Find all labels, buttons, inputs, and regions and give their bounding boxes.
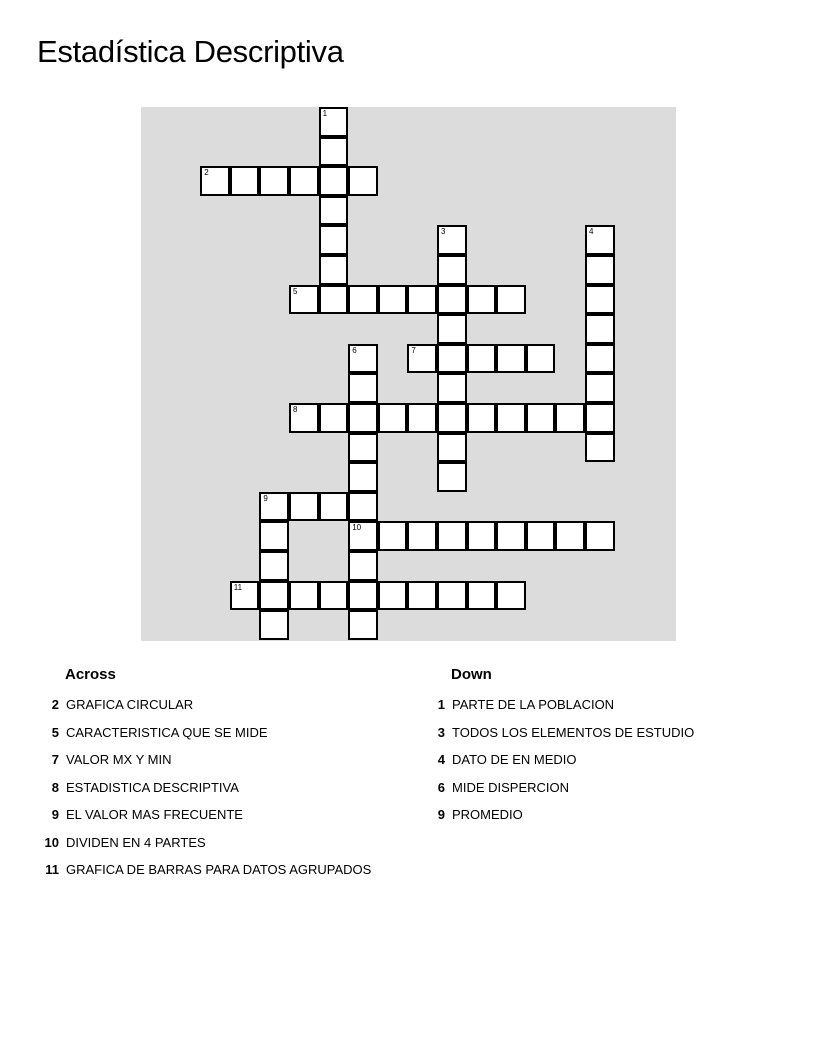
crossword-cell[interactable] — [289, 581, 319, 611]
cell-number: 6 — [352, 345, 357, 355]
crossword-cell[interactable] — [378, 581, 408, 611]
crossword-cell[interactable] — [289, 166, 319, 196]
crossword-cell[interactable] — [348, 581, 378, 611]
crossword-cell[interactable] — [259, 166, 289, 196]
clue-text: ESTADISTICA DESCRIPTIVA — [66, 779, 239, 795]
crossword-cell[interactable] — [319, 137, 349, 167]
crossword-cell[interactable] — [585, 403, 615, 433]
page-title: Estadística Descriptiva — [37, 34, 344, 69]
crossword-cell[interactable] — [348, 610, 378, 640]
clue-number: 4 — [437, 752, 445, 767]
clue-number: 10 — [44, 834, 59, 850]
clue-text: DATO DE EN MEDIO — [452, 752, 577, 767]
across-clue-list — [35, 697, 371, 890]
crossword-cell[interactable] — [526, 521, 556, 551]
clue-text: DIVIDEN EN 4 PARTES — [66, 834, 206, 850]
crossword-cell[interactable] — [348, 344, 378, 374]
crossword-cell[interactable] — [467, 344, 497, 374]
clue-number: 1 — [437, 697, 445, 712]
clue-text: PROMEDIO — [452, 807, 523, 822]
clue-number: 3 — [437, 724, 445, 740]
crossword-cell[interactable] — [496, 403, 526, 433]
cell-number: 5 — [293, 286, 298, 296]
crossword-cell[interactable] — [437, 581, 467, 611]
crossword-cell[interactable] — [496, 285, 526, 315]
cell-number: 2 — [204, 168, 209, 178]
across-clue — [35, 725, 371, 753]
crossword-cell[interactable] — [467, 403, 497, 433]
down-heading: Down — [451, 666, 492, 683]
crossword-cell[interactable] — [585, 521, 615, 551]
clue-text: GRAFICA CIRCULAR — [66, 697, 194, 712]
crossword-cell[interactable] — [259, 521, 289, 551]
clue-number: 9 — [51, 807, 59, 822]
crossword-cell[interactable] — [437, 433, 467, 463]
crossword-cell[interactable] — [348, 462, 378, 492]
crossword-cell[interactable] — [526, 344, 556, 374]
crossword-cell[interactable] — [526, 403, 556, 433]
crossword-cell[interactable] — [437, 344, 467, 374]
crossword-cell[interactable] — [348, 492, 378, 522]
crossword-cell[interactable] — [259, 492, 289, 522]
crossword-cell[interactable] — [437, 314, 467, 344]
cell-number: 9 — [263, 493, 268, 503]
clue-text: GRAFICA DE BARRAS PARA DATOS AGRUPADOS — [66, 862, 372, 877]
down-clue-list — [421, 697, 694, 835]
crossword-cell[interactable] — [200, 166, 230, 196]
crossword-cell[interactable] — [437, 285, 467, 315]
cell-number: 3 — [441, 227, 446, 237]
crossword-cell[interactable] — [407, 344, 437, 374]
crossword-cell[interactable] — [230, 581, 260, 611]
crossword-cell[interactable] — [289, 492, 319, 522]
crossword-cell[interactable] — [319, 255, 349, 285]
cell-number: 4 — [589, 227, 594, 237]
crossword-cell[interactable] — [407, 581, 437, 611]
crossword-cell[interactable] — [467, 581, 497, 611]
crossword-cell[interactable] — [585, 433, 615, 463]
clue-text: CARACTERISTICA QUE SE MIDE — [66, 724, 268, 740]
crossword-cell[interactable] — [319, 107, 349, 137]
crossword-cell[interactable] — [348, 166, 378, 196]
clue-number: 2 — [51, 697, 59, 712]
crossword-cell[interactable] — [319, 285, 349, 315]
cell-number: 11 — [233, 582, 243, 592]
crossword-cell[interactable] — [348, 285, 378, 315]
cell-number: 8 — [293, 405, 298, 414]
across-clue — [35, 835, 371, 863]
crossword-cell[interactable] — [348, 521, 378, 551]
down-clue — [421, 697, 694, 725]
crossword-cell[interactable] — [585, 373, 615, 403]
crossword-cell[interactable] — [348, 373, 378, 403]
crossword-cell[interactable] — [378, 403, 408, 433]
across-clue — [35, 780, 371, 808]
down-clue — [421, 780, 694, 808]
clue-number: 11 — [45, 862, 59, 877]
crossword-cell[interactable] — [585, 344, 615, 374]
crossword-cell[interactable] — [555, 521, 585, 551]
crossword-cell[interactable] — [378, 285, 408, 315]
crossword-cell[interactable] — [348, 433, 378, 463]
down-clue — [421, 752, 694, 780]
cell-number: 7 — [411, 345, 416, 355]
crossword-cell[interactable] — [289, 285, 319, 315]
crossword-cell[interactable] — [319, 196, 349, 226]
clue-text: PARTE DE LA POBLACION — [452, 697, 615, 712]
crossword-cell[interactable] — [437, 255, 467, 285]
clue-number: 6 — [437, 779, 445, 795]
crossword-cell[interactable] — [348, 551, 378, 581]
crossword-cell[interactable] — [467, 285, 497, 315]
crossword-cell[interactable] — [259, 551, 289, 581]
crossword-cell[interactable] — [496, 344, 526, 374]
across-heading: Across — [65, 666, 116, 683]
crossword-cell[interactable] — [585, 225, 615, 255]
crossword-cell[interactable] — [437, 403, 467, 433]
cell-number: 10 — [352, 523, 362, 533]
crossword-cell[interactable] — [378, 521, 408, 551]
crossword-cell[interactable] — [437, 462, 467, 492]
clue-number: 9 — [437, 807, 445, 822]
crossword-cell[interactable] — [467, 521, 497, 551]
clue-text: EL VALOR MAS FRECUENTE — [66, 807, 243, 822]
crossword-cell[interactable] — [496, 581, 526, 611]
crossword-cell[interactable] — [496, 521, 526, 551]
crossword-cell[interactable] — [437, 521, 467, 551]
clue-number: 5 — [51, 724, 59, 740]
crossword-cell[interactable] — [585, 285, 615, 315]
down-clue — [421, 725, 694, 753]
crossword-cell[interactable] — [407, 521, 437, 551]
crossword-cell[interactable] — [289, 403, 319, 433]
cell-number: 1 — [322, 109, 328, 118]
crossword-cell[interactable] — [319, 403, 349, 433]
crossword-cell[interactable] — [555, 403, 585, 433]
crossword-cell[interactable] — [437, 225, 467, 255]
crossword-cell[interactable] — [585, 314, 615, 344]
down-clue — [421, 807, 694, 835]
crossword-cell[interactable] — [230, 166, 260, 196]
across-clue — [35, 697, 371, 725]
crossword-cell[interactable] — [348, 403, 378, 433]
crossword-cell[interactable] — [407, 403, 437, 433]
crossword-cell[interactable] — [407, 285, 437, 315]
crossword-cell[interactable] — [319, 166, 349, 196]
crossword-cell[interactable] — [319, 492, 349, 522]
crossword-cell[interactable] — [319, 581, 349, 611]
crossword-cell[interactable] — [319, 225, 349, 255]
clue-text: MIDE DISPERCION — [452, 779, 570, 795]
clue-number: 8 — [51, 779, 59, 795]
across-clue — [35, 862, 371, 890]
clue-text: TODOS LOS ELEMENTOS DE ESTUDIO — [452, 724, 695, 740]
across-clue — [35, 752, 371, 780]
clue-text: VALOR MX Y MIN — [66, 752, 172, 767]
crossword-cell[interactable] — [585, 255, 615, 285]
across-clue — [35, 807, 371, 835]
crossword-cell[interactable] — [259, 610, 289, 640]
crossword-cell[interactable] — [259, 581, 289, 611]
crossword-cell[interactable] — [437, 373, 467, 403]
clue-number: 7 — [51, 752, 59, 767]
